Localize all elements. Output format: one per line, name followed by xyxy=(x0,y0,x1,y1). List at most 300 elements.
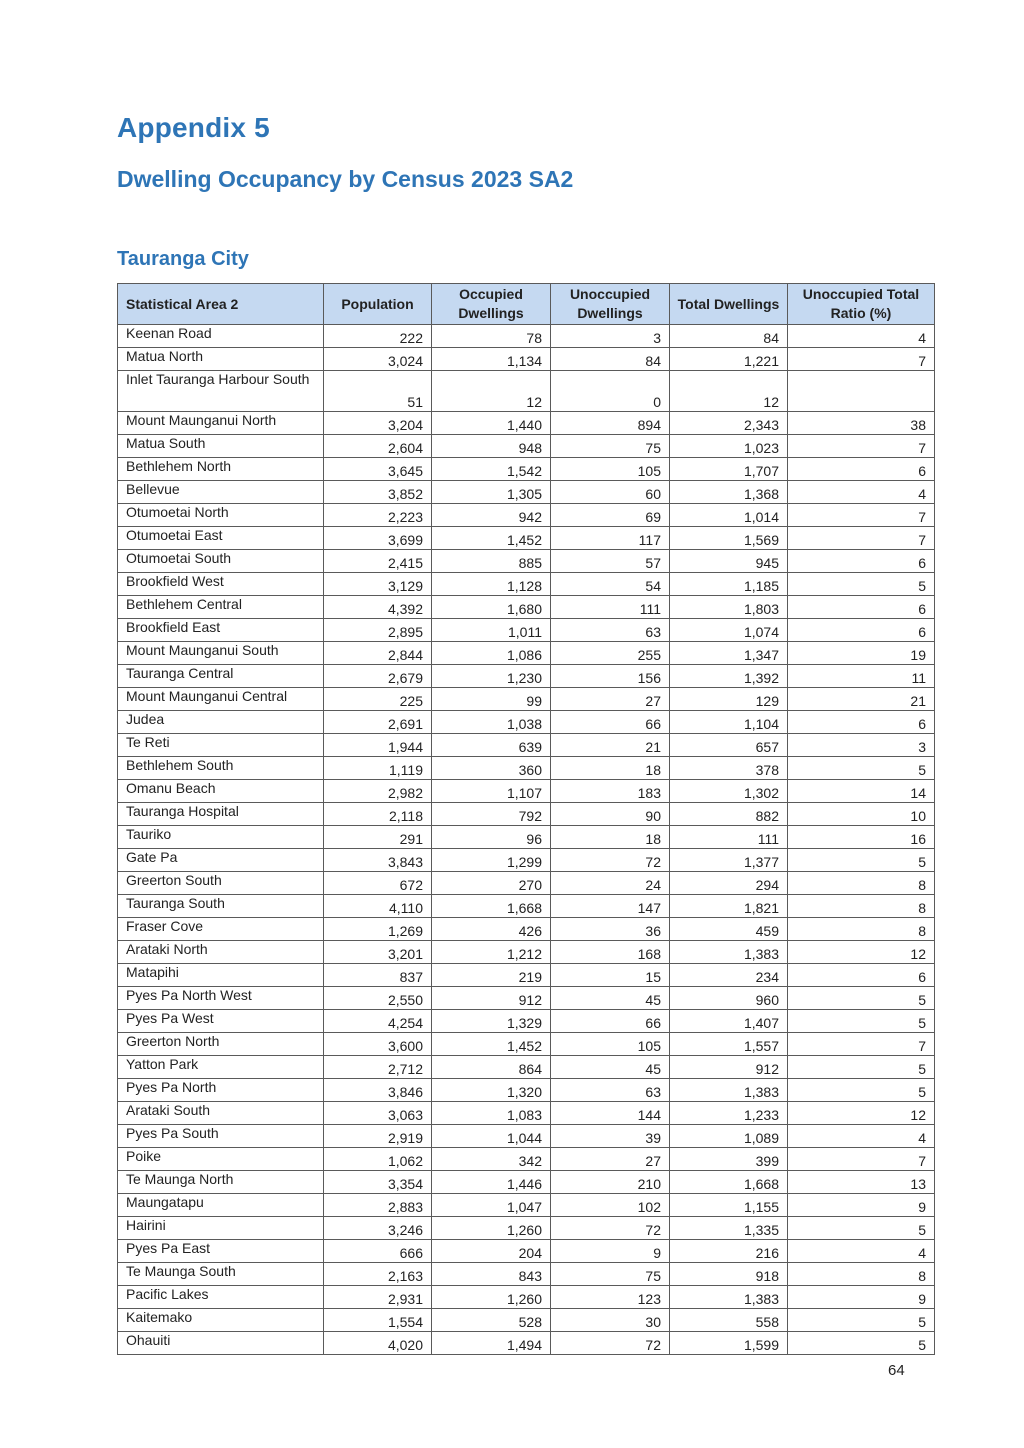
cell-unoccupied-ratio: 7 xyxy=(788,1148,935,1171)
table-row xyxy=(118,941,935,964)
cell-area-name: Greerton South xyxy=(118,872,324,895)
table-row xyxy=(118,1194,935,1217)
table-row xyxy=(118,1079,935,1102)
cell-total-dwellings: 1,233 xyxy=(670,1102,788,1125)
cell-occupied-dwellings: 426 xyxy=(432,918,551,941)
cell-unoccupied-dwellings: 45 xyxy=(551,987,670,1010)
cell-unoccupied-dwellings: 27 xyxy=(551,688,670,711)
cell-unoccupied-dwellings: 63 xyxy=(551,1079,670,1102)
cell-population: 1,944 xyxy=(324,734,432,757)
cell-occupied-dwellings: 360 xyxy=(432,757,551,780)
cell-unoccupied-ratio: 9 xyxy=(788,1286,935,1309)
cell-unoccupied-ratio: 4 xyxy=(788,481,935,504)
table-row xyxy=(118,481,935,504)
cell-area-name: Pyes Pa East xyxy=(118,1240,324,1263)
cell-unoccupied-ratio: 6 xyxy=(788,619,935,642)
table-row xyxy=(118,458,935,481)
cell-area-name: Pyes Pa North xyxy=(118,1079,324,1102)
cell-population: 2,118 xyxy=(324,803,432,826)
cell-occupied-dwellings: 1,047 xyxy=(432,1194,551,1217)
cell-population: 2,712 xyxy=(324,1056,432,1079)
cell-population: 1,062 xyxy=(324,1148,432,1171)
cell-unoccupied-dwellings: 45 xyxy=(551,1056,670,1079)
cell-area-name: Judea xyxy=(118,711,324,734)
cell-total-dwellings: 399 xyxy=(670,1148,788,1171)
cell-unoccupied-ratio: 5 xyxy=(788,1309,935,1332)
cell-population: 2,931 xyxy=(324,1286,432,1309)
table-row xyxy=(118,757,935,780)
cell-population: 51 xyxy=(324,371,432,412)
cell-occupied-dwellings: 1,680 xyxy=(432,596,551,619)
table-row xyxy=(118,1125,935,1148)
cell-unoccupied-ratio: 4 xyxy=(788,1125,935,1148)
table-row xyxy=(118,711,935,734)
cell-total-dwellings: 1,335 xyxy=(670,1217,788,1240)
cell-area-name: Brookfield West xyxy=(118,573,324,596)
cell-occupied-dwellings: 1,212 xyxy=(432,941,551,964)
cell-area-name: Pacific Lakes xyxy=(118,1286,324,1309)
cell-unoccupied-ratio: 8 xyxy=(788,1263,935,1286)
cell-population: 2,919 xyxy=(324,1125,432,1148)
cell-population: 225 xyxy=(324,688,432,711)
cell-area-name: Greerton North xyxy=(118,1033,324,1056)
cell-unoccupied-dwellings: 123 xyxy=(551,1286,670,1309)
cell-occupied-dwellings: 1,452 xyxy=(432,1033,551,1056)
cell-area-name: Mount Maunganui South xyxy=(118,642,324,665)
cell-unoccupied-dwellings: 183 xyxy=(551,780,670,803)
cell-population: 2,844 xyxy=(324,642,432,665)
table-row xyxy=(118,348,935,371)
cell-unoccupied-dwellings: 18 xyxy=(551,826,670,849)
cell-population: 2,883 xyxy=(324,1194,432,1217)
table-row xyxy=(118,1240,935,1263)
cell-area-name: Gate Pa xyxy=(118,849,324,872)
cell-population: 672 xyxy=(324,872,432,895)
cell-occupied-dwellings: 942 xyxy=(432,504,551,527)
cell-total-dwellings: 111 xyxy=(670,826,788,849)
table-body xyxy=(118,325,935,1355)
table-row xyxy=(118,895,935,918)
cell-unoccupied-dwellings: 75 xyxy=(551,1263,670,1286)
cell-total-dwellings: 459 xyxy=(670,918,788,941)
cell-population: 3,129 xyxy=(324,573,432,596)
cell-unoccupied-dwellings: 21 xyxy=(551,734,670,757)
cell-unoccupied-dwellings: 894 xyxy=(551,412,670,435)
cell-occupied-dwellings: 1,044 xyxy=(432,1125,551,1148)
cell-total-dwellings: 945 xyxy=(670,550,788,573)
cell-unoccupied-ratio: 5 xyxy=(788,1332,935,1355)
cell-unoccupied-ratio: 5 xyxy=(788,573,935,596)
cell-unoccupied-dwellings: 66 xyxy=(551,711,670,734)
table-row xyxy=(118,504,935,527)
cell-area-name: Te Reti xyxy=(118,734,324,757)
cell-occupied-dwellings: 78 xyxy=(432,325,551,348)
cell-unoccupied-dwellings: 90 xyxy=(551,803,670,826)
cell-unoccupied-ratio: 38 xyxy=(788,412,935,435)
table-row xyxy=(118,527,935,550)
cell-population: 3,846 xyxy=(324,1079,432,1102)
cell-unoccupied-ratio: 5 xyxy=(788,1056,935,1079)
cell-unoccupied-dwellings: 117 xyxy=(551,527,670,550)
dwelling-occupancy-table xyxy=(117,283,935,1355)
cell-population: 3,204 xyxy=(324,412,432,435)
cell-total-dwellings: 1,557 xyxy=(670,1033,788,1056)
cell-occupied-dwellings: 219 xyxy=(432,964,551,987)
cell-total-dwellings: 1,668 xyxy=(670,1171,788,1194)
cell-area-name: Mount Maunganui Central xyxy=(118,688,324,711)
cell-occupied-dwellings: 12 xyxy=(432,371,551,412)
cell-unoccupied-dwellings: 156 xyxy=(551,665,670,688)
cell-population: 2,604 xyxy=(324,435,432,458)
table-row xyxy=(118,642,935,665)
cell-unoccupied-ratio: 8 xyxy=(788,918,935,941)
cell-area-name: Fraser Cove xyxy=(118,918,324,941)
cell-area-name: Arataki South xyxy=(118,1102,324,1125)
cell-total-dwellings: 1,302 xyxy=(670,780,788,803)
cell-unoccupied-ratio: 12 xyxy=(788,1102,935,1125)
cell-unoccupied-dwellings: 3 xyxy=(551,325,670,348)
cell-area-name: Bethlehem Central xyxy=(118,596,324,619)
cell-area-name: Hairini xyxy=(118,1217,324,1240)
cell-unoccupied-dwellings: 66 xyxy=(551,1010,670,1033)
cell-area-name: Matua South xyxy=(118,435,324,458)
cell-area-name: Pyes Pa West xyxy=(118,1010,324,1033)
cell-area-name: Matua North xyxy=(118,348,324,371)
cell-population: 1,119 xyxy=(324,757,432,780)
cell-population: 2,982 xyxy=(324,780,432,803)
cell-population: 3,246 xyxy=(324,1217,432,1240)
cell-unoccupied-ratio: 5 xyxy=(788,1217,935,1240)
cell-area-name: Te Maunga North xyxy=(118,1171,324,1194)
cell-area-name: Kaitemako xyxy=(118,1309,324,1332)
cell-unoccupied-ratio: 7 xyxy=(788,1033,935,1056)
cell-unoccupied-ratio: 5 xyxy=(788,987,935,1010)
cell-occupied-dwellings: 1,542 xyxy=(432,458,551,481)
cell-unoccupied-ratio: 6 xyxy=(788,964,935,987)
cell-unoccupied-ratio: 5 xyxy=(788,1010,935,1033)
cell-unoccupied-dwellings: 9 xyxy=(551,1240,670,1263)
cell-total-dwellings: 12 xyxy=(670,371,788,412)
cell-unoccupied-dwellings: 69 xyxy=(551,504,670,527)
cell-occupied-dwellings: 528 xyxy=(432,1309,551,1332)
cell-area-name: Inlet Tauranga Harbour South xyxy=(118,371,324,412)
cell-area-name: Pyes Pa North West xyxy=(118,987,324,1010)
cell-population: 4,020 xyxy=(324,1332,432,1355)
cell-occupied-dwellings: 1,446 xyxy=(432,1171,551,1194)
cell-population: 3,063 xyxy=(324,1102,432,1125)
table-row xyxy=(118,412,935,435)
cell-unoccupied-ratio: 3 xyxy=(788,734,935,757)
cell-unoccupied-dwellings: 60 xyxy=(551,481,670,504)
cell-occupied-dwellings: 99 xyxy=(432,688,551,711)
cell-area-name: Omanu Beach xyxy=(118,780,324,803)
cell-population: 2,163 xyxy=(324,1263,432,1286)
cell-total-dwellings: 1,599 xyxy=(670,1332,788,1355)
cell-unoccupied-ratio: 4 xyxy=(788,325,935,348)
cell-unoccupied-ratio: 7 xyxy=(788,504,935,527)
table-row xyxy=(118,1217,935,1240)
cell-total-dwellings: 912 xyxy=(670,1056,788,1079)
cell-population: 1,269 xyxy=(324,918,432,941)
cell-area-name: Matapihi xyxy=(118,964,324,987)
cell-area-name: Otumoetai East xyxy=(118,527,324,550)
cell-unoccupied-dwellings: 36 xyxy=(551,918,670,941)
cell-unoccupied-ratio xyxy=(788,371,935,412)
cell-unoccupied-ratio: 21 xyxy=(788,688,935,711)
cell-area-name: Arataki North xyxy=(118,941,324,964)
cell-unoccupied-ratio: 5 xyxy=(788,1079,935,1102)
cell-area-name: Bellevue xyxy=(118,481,324,504)
cell-total-dwellings: 2,343 xyxy=(670,412,788,435)
cell-population: 3,024 xyxy=(324,348,432,371)
cell-occupied-dwellings: 1,329 xyxy=(432,1010,551,1033)
cell-unoccupied-ratio: 5 xyxy=(788,849,935,872)
cell-area-name: Otumoetai South xyxy=(118,550,324,573)
cell-population: 291 xyxy=(324,826,432,849)
cell-population: 2,691 xyxy=(324,711,432,734)
cell-area-name: Te Maunga South xyxy=(118,1263,324,1286)
cell-area-name: Bethlehem South xyxy=(118,757,324,780)
table-row xyxy=(118,596,935,619)
table-row xyxy=(118,987,935,1010)
cell-total-dwellings: 1,803 xyxy=(670,596,788,619)
cell-population: 837 xyxy=(324,964,432,987)
cell-occupied-dwellings: 1,038 xyxy=(432,711,551,734)
cell-unoccupied-ratio: 19 xyxy=(788,642,935,665)
cell-unoccupied-dwellings: 24 xyxy=(551,872,670,895)
cell-total-dwellings: 129 xyxy=(670,688,788,711)
cell-unoccupied-dwellings: 144 xyxy=(551,1102,670,1125)
cell-occupied-dwellings: 843 xyxy=(432,1263,551,1286)
header-population: Population xyxy=(324,284,432,325)
cell-occupied-dwellings: 792 xyxy=(432,803,551,826)
cell-population: 666 xyxy=(324,1240,432,1263)
table-row xyxy=(118,325,935,348)
cell-total-dwellings: 882 xyxy=(670,803,788,826)
table-row xyxy=(118,665,935,688)
table-row xyxy=(118,872,935,895)
cell-unoccupied-dwellings: 105 xyxy=(551,1033,670,1056)
cell-total-dwellings: 558 xyxy=(670,1309,788,1332)
cell-occupied-dwellings: 1,440 xyxy=(432,412,551,435)
cell-population: 3,354 xyxy=(324,1171,432,1194)
cell-unoccupied-ratio: 16 xyxy=(788,826,935,849)
cell-occupied-dwellings: 1,452 xyxy=(432,527,551,550)
cell-unoccupied-dwellings: 84 xyxy=(551,348,670,371)
cell-total-dwellings: 1,089 xyxy=(670,1125,788,1148)
cell-total-dwellings: 1,383 xyxy=(670,1286,788,1309)
table-row xyxy=(118,1332,935,1355)
table-row xyxy=(118,1171,935,1194)
table-row xyxy=(118,1309,935,1332)
table-row xyxy=(118,1148,935,1171)
cell-unoccupied-dwellings: 72 xyxy=(551,1217,670,1240)
cell-unoccupied-ratio: 14 xyxy=(788,780,935,803)
cell-population: 2,679 xyxy=(324,665,432,688)
cell-area-name: Keenan Road xyxy=(118,325,324,348)
table-row xyxy=(118,1102,935,1125)
cell-unoccupied-dwellings: 105 xyxy=(551,458,670,481)
table-row xyxy=(118,964,935,987)
appendix-title: Appendix 5 xyxy=(117,112,270,143)
cell-total-dwellings: 1,155 xyxy=(670,1194,788,1217)
cell-unoccupied-dwellings: 39 xyxy=(551,1125,670,1148)
table-row xyxy=(118,734,935,757)
cell-population: 3,843 xyxy=(324,849,432,872)
cell-unoccupied-dwellings: 54 xyxy=(551,573,670,596)
cell-occupied-dwellings: 639 xyxy=(432,734,551,757)
header-unoccupied-dwellings: Unoccupied Dwellings xyxy=(551,284,670,325)
cell-total-dwellings: 1,023 xyxy=(670,435,788,458)
cell-occupied-dwellings: 1,230 xyxy=(432,665,551,688)
cell-total-dwellings: 1,221 xyxy=(670,348,788,371)
cell-unoccupied-ratio: 7 xyxy=(788,527,935,550)
cell-total-dwellings: 1,368 xyxy=(670,481,788,504)
cell-occupied-dwellings: 1,128 xyxy=(432,573,551,596)
cell-unoccupied-dwellings: 63 xyxy=(551,619,670,642)
cell-unoccupied-ratio: 6 xyxy=(788,596,935,619)
header-statistical-area: Statistical Area 2 xyxy=(118,284,324,325)
table-row xyxy=(118,1033,935,1056)
table-row xyxy=(118,918,935,941)
cell-area-name: Maungatapu xyxy=(118,1194,324,1217)
table-row xyxy=(118,550,935,573)
cell-unoccupied-dwellings: 72 xyxy=(551,849,670,872)
cell-area-name: Tauriko xyxy=(118,826,324,849)
cell-total-dwellings: 84 xyxy=(670,325,788,348)
cell-total-dwellings: 1,383 xyxy=(670,941,788,964)
cell-occupied-dwellings: 912 xyxy=(432,987,551,1010)
cell-unoccupied-dwellings: 57 xyxy=(551,550,670,573)
cell-unoccupied-ratio: 12 xyxy=(788,941,935,964)
cell-population: 4,392 xyxy=(324,596,432,619)
cell-area-name: Tauranga South xyxy=(118,895,324,918)
table-row xyxy=(118,849,935,872)
table-row xyxy=(118,573,935,596)
cell-occupied-dwellings: 1,134 xyxy=(432,348,551,371)
cell-occupied-dwellings: 1,260 xyxy=(432,1286,551,1309)
cell-unoccupied-dwellings: 147 xyxy=(551,895,670,918)
cell-total-dwellings: 1,569 xyxy=(670,527,788,550)
cell-unoccupied-dwellings: 102 xyxy=(551,1194,670,1217)
table-row xyxy=(118,1263,935,1286)
table-row xyxy=(118,1010,935,1033)
table-row xyxy=(118,780,935,803)
cell-total-dwellings: 1,074 xyxy=(670,619,788,642)
cell-occupied-dwellings: 204 xyxy=(432,1240,551,1263)
cell-total-dwellings: 1,707 xyxy=(670,458,788,481)
cell-area-name: Pyes Pa South xyxy=(118,1125,324,1148)
cell-unoccupied-dwellings: 168 xyxy=(551,941,670,964)
cell-occupied-dwellings: 1,668 xyxy=(432,895,551,918)
cell-total-dwellings: 234 xyxy=(670,964,788,987)
cell-total-dwellings: 1,104 xyxy=(670,711,788,734)
cell-unoccupied-ratio: 4 xyxy=(788,1240,935,1263)
cell-occupied-dwellings: 1,107 xyxy=(432,780,551,803)
cell-unoccupied-dwellings: 75 xyxy=(551,435,670,458)
cell-unoccupied-ratio: 9 xyxy=(788,1194,935,1217)
cell-total-dwellings: 216 xyxy=(670,1240,788,1263)
header-total-dwellings: Total Dwellings xyxy=(670,284,788,325)
cell-unoccupied-dwellings: 111 xyxy=(551,596,670,619)
table-row xyxy=(118,1056,935,1079)
cell-population: 3,201 xyxy=(324,941,432,964)
table-row xyxy=(118,1286,935,1309)
cell-occupied-dwellings: 96 xyxy=(432,826,551,849)
cell-area-name: Poike xyxy=(118,1148,324,1171)
cell-population: 222 xyxy=(324,325,432,348)
cell-occupied-dwellings: 342 xyxy=(432,1148,551,1171)
cell-occupied-dwellings: 1,299 xyxy=(432,849,551,872)
cell-area-name: Brookfield East xyxy=(118,619,324,642)
cell-occupied-dwellings: 1,083 xyxy=(432,1102,551,1125)
cell-unoccupied-dwellings: 255 xyxy=(551,642,670,665)
cell-occupied-dwellings: 1,305 xyxy=(432,481,551,504)
cell-population: 3,645 xyxy=(324,458,432,481)
cell-occupied-dwellings: 1,320 xyxy=(432,1079,551,1102)
cell-area-name: Bethlehem North xyxy=(118,458,324,481)
cell-population: 2,550 xyxy=(324,987,432,1010)
header-unoccupied-ratio: Unoccupied Total Ratio (%) xyxy=(788,284,935,325)
cell-unoccupied-dwellings: 15 xyxy=(551,964,670,987)
cell-total-dwellings: 657 xyxy=(670,734,788,757)
cell-unoccupied-ratio: 7 xyxy=(788,348,935,371)
cell-unoccupied-ratio: 8 xyxy=(788,872,935,895)
header-occupied-dwellings: Occupied Dwellings xyxy=(432,284,551,325)
cell-total-dwellings: 378 xyxy=(670,757,788,780)
cell-occupied-dwellings: 270 xyxy=(432,872,551,895)
cell-population: 2,223 xyxy=(324,504,432,527)
cell-unoccupied-ratio: 11 xyxy=(788,665,935,688)
cell-unoccupied-ratio: 13 xyxy=(788,1171,935,1194)
cell-unoccupied-ratio: 10 xyxy=(788,803,935,826)
cell-total-dwellings: 294 xyxy=(670,872,788,895)
cell-total-dwellings: 1,347 xyxy=(670,642,788,665)
cell-unoccupied-dwellings: 18 xyxy=(551,757,670,780)
table-row xyxy=(118,371,935,412)
cell-occupied-dwellings: 1,011 xyxy=(432,619,551,642)
cell-total-dwellings: 918 xyxy=(670,1263,788,1286)
cell-population: 1,554 xyxy=(324,1309,432,1332)
cell-total-dwellings: 1,383 xyxy=(670,1079,788,1102)
cell-unoccupied-dwellings: 72 xyxy=(551,1332,670,1355)
cell-area-name: Yatton Park xyxy=(118,1056,324,1079)
cell-occupied-dwellings: 1,494 xyxy=(432,1332,551,1355)
subsection-title: Tauranga City xyxy=(117,248,249,270)
cell-unoccupied-dwellings: 30 xyxy=(551,1309,670,1332)
cell-total-dwellings: 1,407 xyxy=(670,1010,788,1033)
cell-total-dwellings: 960 xyxy=(670,987,788,1010)
cell-unoccupied-dwellings: 0 xyxy=(551,371,670,412)
cell-unoccupied-dwellings: 27 xyxy=(551,1148,670,1171)
cell-unoccupied-ratio: 6 xyxy=(788,711,935,734)
cell-unoccupied-dwellings: 210 xyxy=(551,1171,670,1194)
cell-unoccupied-ratio: 6 xyxy=(788,550,935,573)
cell-total-dwellings: 1,821 xyxy=(670,895,788,918)
cell-unoccupied-ratio: 8 xyxy=(788,895,935,918)
section-title: Dwelling Occupancy by Census 2023 SA2 xyxy=(117,166,574,192)
table-row xyxy=(118,619,935,642)
cell-population: 4,110 xyxy=(324,895,432,918)
cell-total-dwellings: 1,185 xyxy=(670,573,788,596)
cell-occupied-dwellings: 885 xyxy=(432,550,551,573)
table-row xyxy=(118,803,935,826)
cell-population: 4,254 xyxy=(324,1010,432,1033)
cell-total-dwellings: 1,377 xyxy=(670,849,788,872)
cell-population: 3,699 xyxy=(324,527,432,550)
cell-unoccupied-ratio: 6 xyxy=(788,458,935,481)
table-header-row xyxy=(118,284,935,325)
